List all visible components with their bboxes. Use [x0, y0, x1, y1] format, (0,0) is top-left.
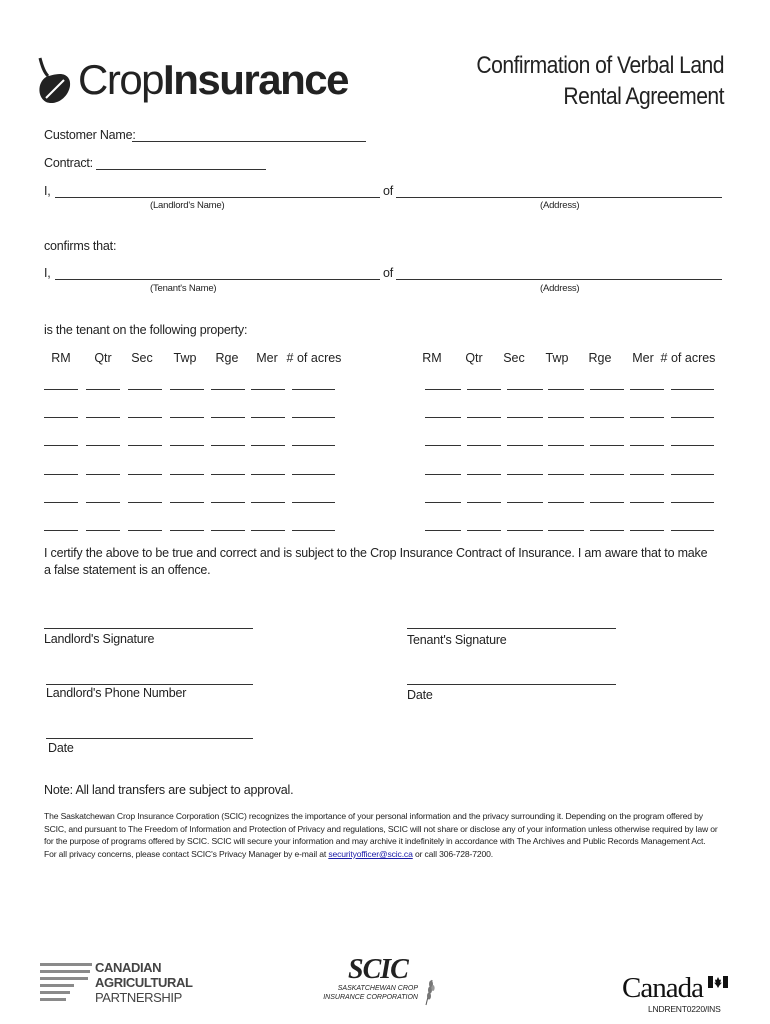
- property-cell-left-r6-c6[interactable]: [251, 530, 285, 531]
- property-cell-left-r6-c3[interactable]: [128, 530, 162, 531]
- property-cell-left-r5-c1[interactable]: [44, 502, 78, 503]
- col-header-qtr: Qtr: [465, 351, 483, 365]
- property-cell-right-r1-c1[interactable]: [425, 389, 461, 390]
- property-cell-left-r6-c2[interactable]: [86, 530, 120, 531]
- property-cell-left-r1-c7[interactable]: [292, 389, 335, 390]
- property-cell-right-r5-c2[interactable]: [467, 502, 501, 503]
- property-cell-left-r5-c3[interactable]: [128, 502, 162, 503]
- property-cell-right-r2-c7[interactable]: [671, 417, 714, 418]
- property-cell-right-r2-c2[interactable]: [467, 417, 501, 418]
- property-cell-left-r2-c3[interactable]: [128, 417, 162, 418]
- property-cell-right-r4-c3[interactable]: [507, 474, 543, 475]
- property-cell-right-r4-c6[interactable]: [630, 474, 664, 475]
- property-cell-right-r5-c4[interactable]: [548, 502, 584, 503]
- col-header-mer: Mer: [256, 351, 278, 365]
- canada-text: Canada: [622, 972, 703, 1004]
- property-cell-left-r5-c2[interactable]: [86, 502, 120, 503]
- col-header-rm: RM: [51, 351, 71, 365]
- property-cell-left-r4-c1[interactable]: [44, 474, 78, 475]
- contract-field[interactable]: [96, 169, 266, 170]
- landlord-phone-label: Landlord's Phone Number: [46, 686, 187, 700]
- cap-logo: [40, 960, 193, 1010]
- property-cell-left-r2-c7[interactable]: [292, 417, 335, 418]
- landlord-address-caption: (Address): [540, 200, 580, 211]
- i-label-landlord: I,: [44, 184, 51, 198]
- privacy-text-after: or call 306-728-7200.: [412, 848, 494, 859]
- property-cell-right-r5-c7[interactable]: [671, 502, 714, 503]
- property-cell-right-r4-c5[interactable]: [590, 474, 624, 475]
- scic-logo-text: SCIC: [348, 954, 408, 985]
- property-cell-right-r4-c2[interactable]: [467, 474, 501, 475]
- col-header-sec: Sec: [503, 351, 525, 365]
- privacy-email-link[interactable]: securityofficer@scic.ca: [328, 848, 413, 859]
- property-cell-right-r5-c5[interactable]: [590, 502, 624, 503]
- tenant-signature-field[interactable]: [407, 628, 616, 629]
- property-cell-left-r1-c5[interactable]: [211, 389, 245, 390]
- col-header-acres: # of acres: [286, 351, 342, 365]
- landlord-signature-label: Landlord's Signature: [44, 632, 155, 646]
- property-cell-left-r6-c7[interactable]: [292, 530, 335, 531]
- landlord-phone-field[interactable]: [46, 684, 253, 685]
- property-intro: is the tenant on the following property:: [44, 323, 248, 337]
- col-header-mer: Mer: [632, 351, 654, 365]
- contract-label: Contract:: [44, 156, 93, 170]
- scic-sub2: INSURANCE CORPORATION: [323, 994, 418, 1001]
- property-cell-left-r3-c2[interactable]: [86, 445, 120, 446]
- tenant-date-field[interactable]: [407, 684, 616, 685]
- property-cell-left-r6-c5[interactable]: [211, 530, 245, 531]
- property-cell-left-r3-c1[interactable]: [44, 445, 78, 446]
- property-cell-left-r1-c2[interactable]: [86, 389, 120, 390]
- landlord-signature-field[interactable]: [44, 628, 253, 629]
- property-cell-right-r3-c5[interactable]: [590, 445, 624, 446]
- property-cell-left-r4-c6[interactable]: [251, 474, 285, 475]
- property-cell-right-r3-c1[interactable]: [425, 445, 461, 446]
- landlord-address-field[interactable]: [396, 197, 722, 198]
- property-cell-left-r6-c4[interactable]: [170, 530, 204, 531]
- property-cell-right-r2-c1[interactable]: [425, 417, 461, 418]
- property-cell-right-r5-c6[interactable]: [630, 502, 664, 503]
- property-cell-left-r1-c6[interactable]: [251, 389, 285, 390]
- of-label-landlord: of: [383, 184, 394, 198]
- privacy-text: The Saskatchewan Crop Insurance Corporation (SCIC) recognizes the importance of your personal information and the privacy surrounding it. Depending on the program offered by SCIC, and pursuant to The Freedom of Information and Protection of Privacy and regulations, SCIC will not share or disclose any of your information unless otherwise required by law or for the purpose of programs offered by SCIC. SCIC will secure your information and may archive it indefinitely in accordance with The Archives and Public Records Management Act. For all privacy concerns, please contact SCIC's Privacy Manager by e-mail at: [44, 811, 718, 859]
- tenant-address-caption: (Address): [540, 283, 580, 294]
- leaf-icon: [36, 56, 76, 108]
- property-cell-left-r2-c4[interactable]: [170, 417, 204, 418]
- property-cell-left-r4-c4[interactable]: [170, 474, 204, 475]
- property-cell-right-r6-c2[interactable]: [467, 530, 501, 531]
- property-cell-right-r6-c1[interactable]: [425, 530, 461, 531]
- tenant-name-caption: (Tenant's Name): [150, 283, 217, 294]
- tenant-name-field[interactable]: [55, 279, 380, 280]
- col-header-rge: Rge: [215, 351, 239, 365]
- property-cell-right-r6-c4[interactable]: [548, 530, 584, 531]
- property-cell-right-r4-c1[interactable]: [425, 474, 461, 475]
- col-header-acres: # of acres: [660, 351, 716, 365]
- col-header-twp: Twp: [173, 351, 197, 365]
- property-cell-right-r6-c3[interactable]: [507, 530, 543, 531]
- property-cell-right-r1-c2[interactable]: [467, 389, 501, 390]
- tenant-signature-label: Tenant's Signature: [407, 633, 507, 647]
- property-cell-right-r5-c3[interactable]: [507, 502, 543, 503]
- property-cell-right-r1-c7[interactable]: [671, 389, 714, 390]
- property-cell-right-r4-c7[interactable]: [671, 474, 714, 475]
- col-header-sec: Sec: [131, 351, 153, 365]
- of-label-tenant: of: [383, 266, 394, 280]
- canada-wordmark: [622, 972, 732, 1012]
- wheat-icon: [422, 978, 438, 1006]
- privacy-statement: [44, 810, 720, 860]
- property-cell-left-r1-c1[interactable]: [44, 389, 78, 390]
- property-cell-right-r4-c4[interactable]: [548, 474, 584, 475]
- property-cell-left-r3-c3[interactable]: [128, 445, 162, 446]
- property-cell-right-r2-c6[interactable]: [630, 417, 664, 418]
- property-cell-right-r3-c2[interactable]: [467, 445, 501, 446]
- form-code: LNDRENT0220/INS: [648, 1004, 721, 1014]
- i-label-tenant: I,: [44, 266, 51, 280]
- canada-flag-icon: [708, 976, 728, 988]
- col-header-rge: Rge: [588, 351, 612, 365]
- property-cell-left-r5-c7[interactable]: [292, 502, 335, 503]
- property-cell-left-r2-c1[interactable]: [44, 417, 78, 418]
- landlord-name-caption: (Landlord's Name): [150, 200, 225, 211]
- col-header-qtr: Qtr: [94, 351, 112, 365]
- scic-logo: [318, 954, 448, 1010]
- property-cell-left-r2-c5[interactable]: [211, 417, 245, 418]
- customer-name-label: Customer Name:: [44, 128, 136, 142]
- property-cell-right-r1-c6[interactable]: [630, 389, 664, 390]
- title-line1: Confirmation of Verbal Land: [476, 52, 724, 79]
- logo-insurance: Insurance: [163, 56, 348, 103]
- property-cell-left-r3-c7[interactable]: [292, 445, 335, 446]
- col-header-rm: RM: [422, 351, 442, 365]
- cap-stripes-icon: [40, 962, 92, 1006]
- property-cell-left-r5-c4[interactable]: [170, 502, 204, 503]
- property-cell-left-r4-c5[interactable]: [211, 474, 245, 475]
- property-cell-left-r5-c5[interactable]: [211, 502, 245, 503]
- landlord-date-label: Date: [48, 741, 74, 755]
- property-cell-left-r4-c7[interactable]: [292, 474, 335, 475]
- property-cell-right-r6-c7[interactable]: [671, 530, 714, 531]
- tenant-date-label: Date: [407, 688, 433, 702]
- landlord-date-field[interactable]: [46, 738, 253, 739]
- title-line2: Rental Agreement: [563, 83, 724, 110]
- property-cell-left-r6-c1[interactable]: [44, 530, 78, 531]
- customer-name-field[interactable]: [132, 141, 366, 142]
- confirms-that: confirms that:: [44, 239, 117, 253]
- property-cell-left-r3-c4[interactable]: [170, 445, 204, 446]
- property-cell-right-r2-c3[interactable]: [507, 417, 543, 418]
- property-cell-right-r2-c5[interactable]: [590, 417, 624, 418]
- property-cell-right-r1-c4[interactable]: [548, 389, 584, 390]
- property-cell-right-r1-c3[interactable]: [507, 389, 543, 390]
- property-cell-left-r1-c3[interactable]: [128, 389, 162, 390]
- page-title: [354, 50, 724, 112]
- property-cell-right-r3-c6[interactable]: [630, 445, 664, 446]
- property-cell-left-r2-c2[interactable]: [86, 417, 120, 418]
- property-cell-left-r3-c5[interactable]: [211, 445, 245, 446]
- certify-statement: I certify the above to be true and correct and is subject to the Crop Insurance Contract of Insurance. I am aware that to make a false statement is an offence.: [44, 546, 708, 577]
- cap-line2: AGRICULTURAL: [95, 975, 193, 990]
- property-cell-left-r4-c2[interactable]: [86, 474, 120, 475]
- property-cell-right-r2-c4[interactable]: [548, 417, 584, 418]
- cap-line1: CANADIAN: [95, 960, 162, 975]
- scic-sub1: SASKATCHEWAN CROP: [337, 985, 418, 992]
- crop-insurance-logo: [36, 56, 366, 112]
- property-cell-right-r1-c5[interactable]: [590, 389, 624, 390]
- landlord-name-field[interactable]: [55, 197, 380, 198]
- logo-crop: Crop: [78, 56, 164, 103]
- tenant-address-field[interactable]: [396, 279, 722, 280]
- property-cell-left-r4-c3[interactable]: [128, 474, 162, 475]
- col-header-twp: Twp: [545, 351, 569, 365]
- approval-note: Note: All land transfers are subject to approval.: [44, 783, 294, 797]
- property-cell-right-r6-c5[interactable]: [590, 530, 624, 531]
- property-cell-right-r5-c1[interactable]: [425, 502, 461, 503]
- property-cell-left-r1-c4[interactable]: [170, 389, 204, 390]
- property-cell-left-r3-c6[interactable]: [251, 445, 285, 446]
- property-cell-left-r5-c6[interactable]: [251, 502, 285, 503]
- property-cell-right-r3-c4[interactable]: [548, 445, 584, 446]
- property-cell-left-r2-c6[interactable]: [251, 417, 285, 418]
- property-cell-right-r6-c6[interactable]: [630, 530, 664, 531]
- property-cell-right-r3-c3[interactable]: [507, 445, 543, 446]
- cap-line3: PARTNERSHIP: [95, 990, 182, 1005]
- property-cell-right-r3-c7[interactable]: [671, 445, 714, 446]
